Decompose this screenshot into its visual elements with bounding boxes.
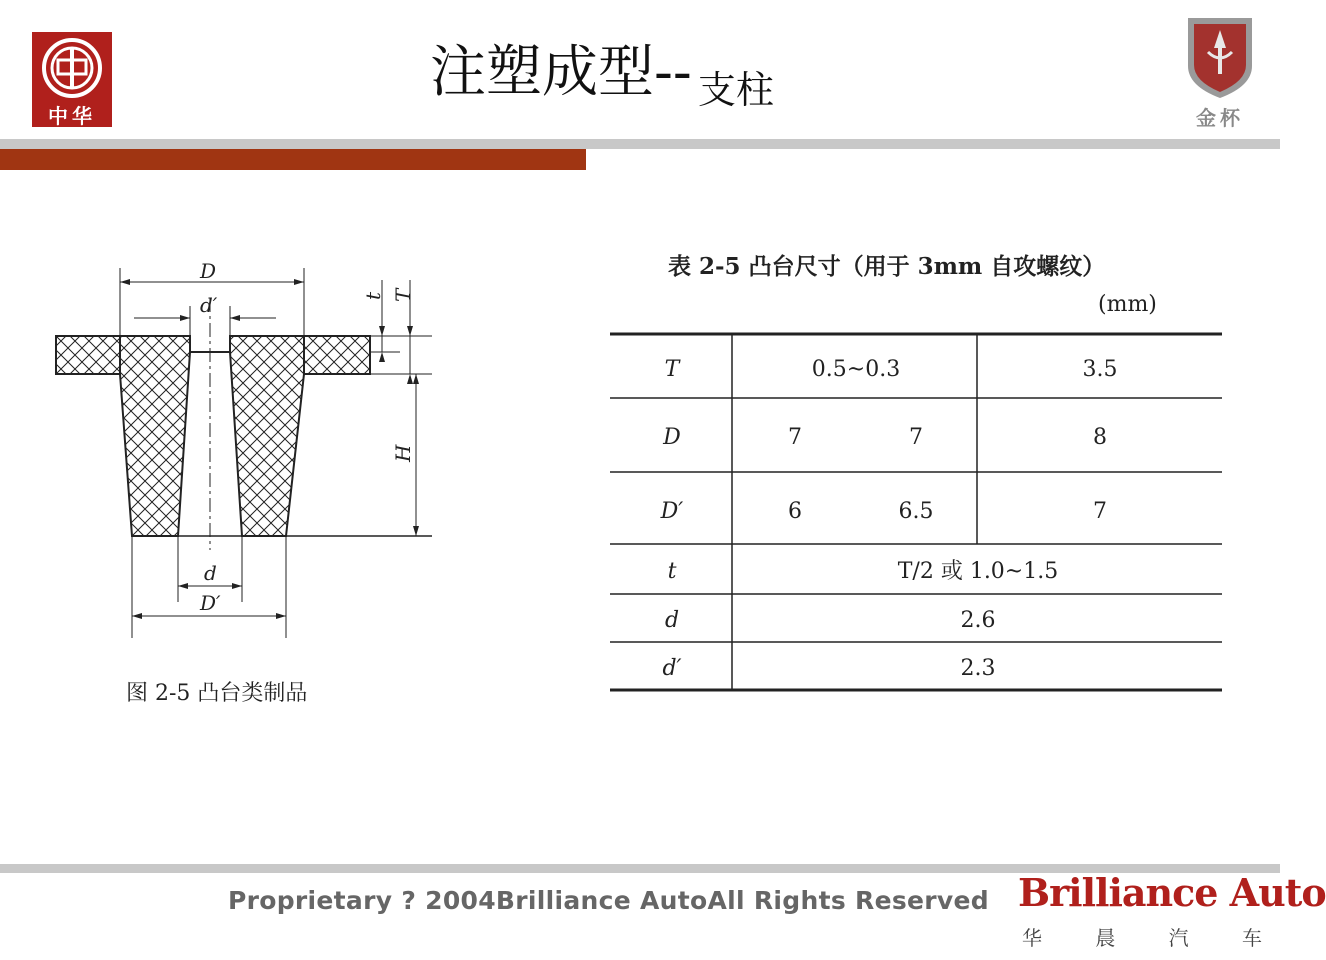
label-H: H — [391, 444, 415, 462]
zhonghua-emblem-icon — [40, 36, 104, 100]
brand-name: Brilliance Auto — [1018, 870, 1326, 915]
flange-right — [304, 336, 370, 374]
label-D: D — [200, 259, 217, 283]
brand-cn-char: 车 — [1241, 926, 1262, 950]
label-T: T — [391, 288, 415, 302]
row-d-label: d — [664, 608, 680, 633]
title-main: 注塑成型-- — [430, 40, 692, 105]
title-sub: 支柱 — [697, 68, 774, 112]
boss-wall-right — [230, 336, 304, 536]
brand-cn-char: 华 — [1022, 926, 1042, 950]
row-D-label: D — [663, 425, 681, 450]
label-d: d — [204, 561, 217, 585]
footer-copyright: Proprietary ? 2004Brilliance AutoAll Rights Reserved — [228, 886, 989, 915]
row-T-cell-1: 0.5~0.3 — [811, 357, 901, 382]
logo-left-text: 中华 — [48, 104, 96, 128]
label-D-prime: D′ — [200, 591, 221, 615]
row-D-prime-cell-1: 6 — [788, 499, 802, 524]
brand-cn-char: 晨 — [1095, 926, 1116, 950]
row-D-prime-label: D′ — [660, 499, 684, 524]
jinbei-logo — [1182, 12, 1258, 132]
row-D-cell-1: 7 — [788, 425, 802, 450]
header-rule-red — [0, 149, 586, 170]
zhonghua-logo — [32, 32, 112, 127]
row-D-prime-cell-3: 7 — [1093, 499, 1107, 524]
row-T-label: T — [664, 357, 680, 382]
row-d-prime-cell: 2.3 — [960, 656, 996, 681]
row-T-cell-2: 3.5 — [1082, 357, 1118, 382]
row-d-prime-label: d′ — [662, 656, 682, 681]
row-d-cell: 2.6 — [960, 608, 996, 633]
boss-drawing — [40, 250, 460, 650]
figure-caption: 图 2-5 凸台类制品 — [126, 681, 308, 706]
header-rule-gray — [0, 139, 1280, 149]
label-d-prime: d′ — [200, 293, 218, 317]
jinbei-shield-icon — [1182, 12, 1258, 102]
row-D-cell-2: 7 — [909, 425, 923, 450]
flange-left — [56, 336, 120, 374]
table-unit: (mm) — [1098, 292, 1157, 317]
brand-cn-char: 汽 — [1168, 926, 1189, 950]
logo-right-text: 金杯 — [1196, 106, 1244, 130]
boss-wall-left — [120, 336, 190, 536]
spec-table — [610, 332, 1226, 696]
slide-title — [430, 28, 774, 112]
brand-chinese — [1022, 922, 1262, 951]
row-D-cell-3: 8 — [1093, 425, 1107, 450]
label-t: t — [361, 291, 385, 300]
table-title: 表 2-5 凸台尺寸（用于 3mm 自攻螺纹） — [668, 253, 1106, 280]
row-D-prime-cell-2: 6.5 — [898, 499, 934, 524]
row-t-label: t — [667, 559, 677, 584]
row-t-cell: T/2 或 1.0~1.5 — [897, 559, 1059, 584]
